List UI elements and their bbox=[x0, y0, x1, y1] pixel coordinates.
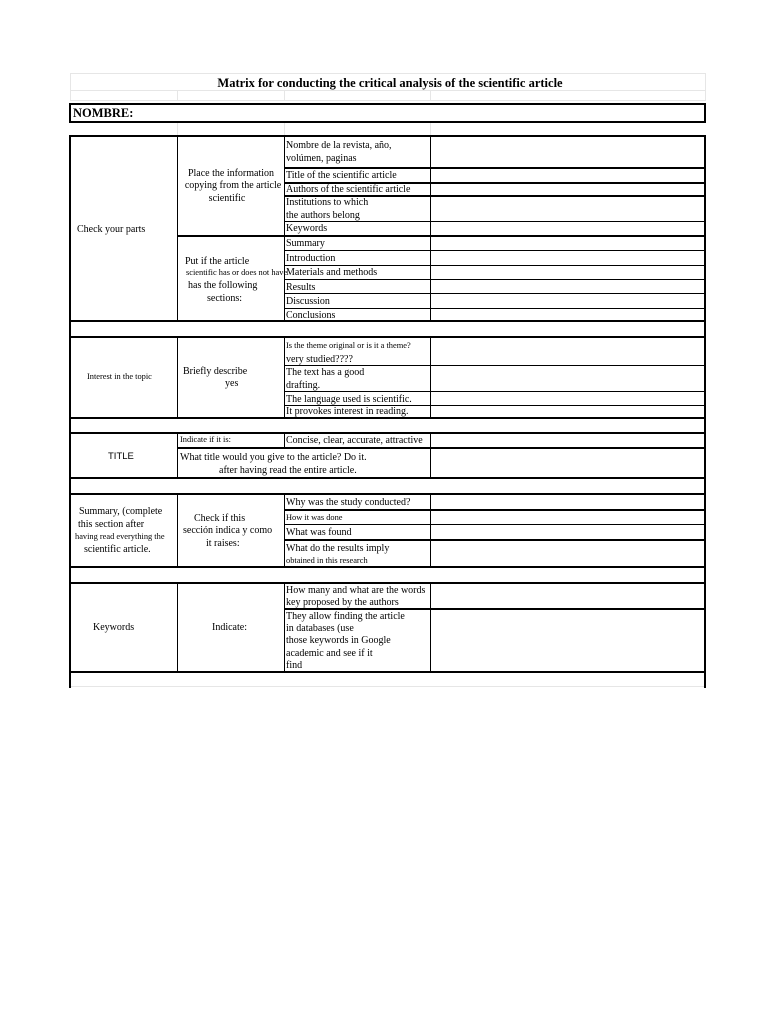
border bbox=[69, 566, 71, 582]
border bbox=[704, 320, 706, 336]
check-line: it raises: bbox=[206, 538, 240, 549]
border bbox=[704, 103, 706, 123]
summary-label-line: this section after bbox=[78, 519, 145, 530]
describe-line: Briefly describe bbox=[183, 366, 248, 377]
border bbox=[177, 432, 178, 478]
border bbox=[69, 432, 706, 434]
item-journal-line2: volúmen, paginas bbox=[286, 153, 357, 164]
summary-label-line: having read everything the bbox=[75, 532, 165, 541]
border bbox=[704, 582, 706, 688]
grid-line bbox=[284, 90, 285, 101]
border bbox=[284, 293, 705, 294]
border bbox=[177, 493, 178, 567]
border bbox=[177, 336, 178, 418]
indicate-label: Indicate if it is: bbox=[180, 435, 231, 444]
check-parts-label: Check your parts bbox=[77, 224, 146, 235]
keywords-indicate: Indicate: bbox=[212, 622, 247, 633]
keywords-item-allow-line: in databases (use bbox=[286, 623, 354, 634]
border bbox=[284, 167, 705, 169]
summary-label-line: scientific article. bbox=[84, 544, 151, 555]
border bbox=[430, 582, 431, 672]
group2-label-line: sections: bbox=[207, 293, 242, 304]
border bbox=[177, 582, 178, 672]
title-question-line2: after having read the entire article. bbox=[219, 465, 357, 476]
item-institutions-line2: the authors belong bbox=[286, 210, 360, 221]
border bbox=[177, 135, 178, 321]
group1-label-line: Place the information bbox=[187, 168, 275, 179]
title-criteria: Concise, clear, accurate, attractive bbox=[286, 435, 423, 446]
border bbox=[69, 336, 706, 338]
summary-item-why: Why was the study conducted? bbox=[286, 497, 411, 508]
keywords-item-allow-line: find bbox=[286, 660, 303, 671]
summary-item-imply-line1: What do the results imply bbox=[286, 543, 390, 554]
border bbox=[284, 308, 705, 309]
border bbox=[69, 336, 71, 419]
border bbox=[69, 566, 706, 568]
summary-item-how: How it was done bbox=[286, 513, 343, 522]
grid-line bbox=[70, 73, 706, 74]
border bbox=[704, 477, 706, 493]
interest-item-drafting-line2: drafting. bbox=[286, 380, 321, 391]
interest-label: Interest in the topic bbox=[87, 372, 152, 381]
interest-item-original-line1: Is the theme original or is it a theme? bbox=[286, 341, 411, 350]
border bbox=[69, 477, 71, 493]
border bbox=[69, 103, 71, 123]
page-title: Matrix for conducting the critical analysis of the scientific article bbox=[217, 76, 563, 90]
border bbox=[284, 391, 705, 392]
border bbox=[704, 566, 706, 582]
group2-label-line: scientific has or does not have bbox=[186, 268, 288, 277]
grid-line bbox=[70, 100, 706, 101]
title-section-label: TITLE bbox=[108, 451, 134, 462]
grid-line bbox=[177, 122, 178, 135]
border bbox=[69, 417, 71, 433]
item-summary: Summary bbox=[286, 238, 325, 249]
border bbox=[284, 524, 705, 525]
grid-line bbox=[430, 122, 431, 135]
group1-label-line: copying from the article bbox=[184, 180, 282, 191]
nombre-label: NOMBRE: bbox=[73, 106, 134, 120]
item-authors: Authors of the scientific article bbox=[286, 184, 411, 195]
border bbox=[430, 432, 431, 478]
border bbox=[69, 320, 71, 336]
describe-line: yes bbox=[225, 378, 239, 389]
border bbox=[69, 121, 706, 123]
border bbox=[69, 493, 706, 495]
group1-label-line: scientific bbox=[208, 193, 246, 204]
border bbox=[704, 336, 706, 419]
border bbox=[430, 493, 431, 567]
border bbox=[704, 417, 706, 433]
item-title: Title of the scientific article bbox=[286, 170, 397, 181]
border bbox=[69, 135, 706, 137]
grid-line bbox=[284, 122, 285, 135]
interest-item-language: The language used is scientific. bbox=[286, 394, 412, 405]
summary-item-imply-line2: obtained in this research bbox=[286, 556, 368, 565]
border bbox=[69, 320, 706, 322]
interest-item-provokes: It provokes interest in reading. bbox=[286, 406, 409, 417]
border bbox=[69, 582, 706, 584]
border bbox=[69, 135, 71, 322]
keywords-item-allow-line: those keywords in Google bbox=[286, 635, 391, 646]
group2-label-line: has the following bbox=[188, 280, 258, 291]
border bbox=[177, 447, 705, 449]
border bbox=[69, 432, 71, 479]
border bbox=[704, 432, 706, 479]
keywords-item-how-many-line2: key proposed by the authors bbox=[286, 597, 399, 608]
item-results: Results bbox=[286, 282, 316, 293]
interest-item-drafting-line1: The text has a good bbox=[286, 367, 365, 378]
border bbox=[177, 235, 705, 237]
border bbox=[69, 493, 71, 568]
summary-item-found: What was found bbox=[286, 527, 352, 538]
border bbox=[284, 582, 285, 672]
summary-label-line: Summary, (complete bbox=[79, 506, 163, 517]
border bbox=[284, 265, 705, 266]
item-introduction: Introduction bbox=[286, 253, 336, 264]
check-line: Check if this bbox=[194, 513, 246, 524]
group2-label-line: Put if the article bbox=[185, 256, 250, 267]
border bbox=[69, 671, 706, 673]
item-materials: Materials and methods bbox=[286, 267, 378, 278]
keywords-item-how-many-line1: How many and what are the words bbox=[286, 585, 426, 596]
item-institutions-line1: Institutions to which bbox=[286, 197, 369, 208]
item-keywords: Keywords bbox=[286, 223, 328, 234]
border bbox=[284, 432, 285, 448]
interest-item-original-line2: very studied???? bbox=[286, 354, 353, 365]
check-line: sección indica y como bbox=[183, 525, 273, 536]
border bbox=[69, 477, 706, 479]
keywords-item-allow-line: academic and see if it bbox=[286, 648, 373, 659]
keywords-item-allow-line: They allow finding the article bbox=[286, 611, 405, 622]
item-journal-line1: Nombre de la revista, año, bbox=[286, 140, 392, 151]
grid-line bbox=[430, 90, 431, 101]
grid-line bbox=[70, 686, 706, 687]
border bbox=[69, 103, 706, 105]
grid-line bbox=[177, 90, 178, 101]
title-question-line1: What title would you give to the article? Do it. bbox=[180, 452, 367, 463]
item-discussion: Discussion bbox=[286, 296, 330, 307]
border bbox=[284, 250, 705, 251]
border bbox=[284, 493, 285, 567]
border bbox=[69, 582, 71, 688]
border bbox=[704, 493, 706, 568]
keywords-label: Keywords bbox=[93, 622, 135, 633]
item-conclusions: Conclusions bbox=[286, 310, 336, 321]
